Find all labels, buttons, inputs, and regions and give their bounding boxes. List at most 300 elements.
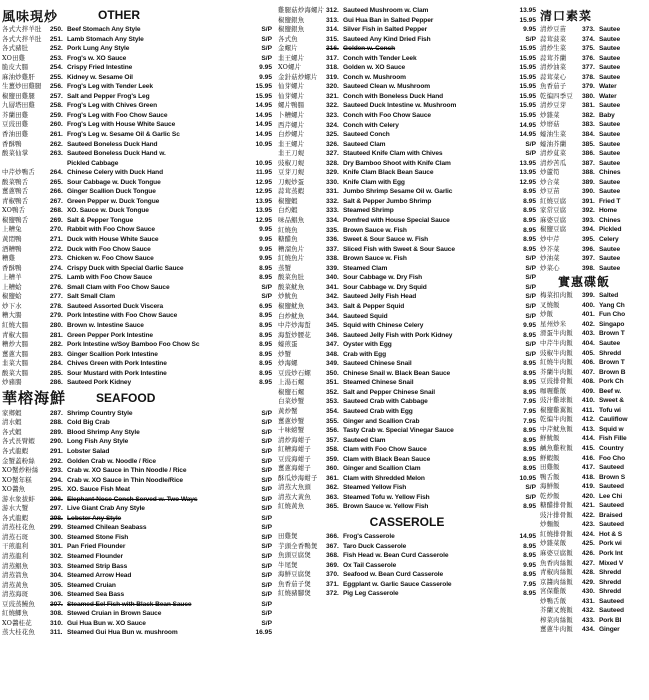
item-name-en: Salt Small Clam	[67, 293, 115, 301]
item-name-en: Pickled Cabbage	[67, 159, 119, 167]
menu-item	[2, 359, 272, 369]
menu-item	[540, 559, 649, 569]
item-name-en: Sauteed	[599, 502, 624, 510]
item-number: 359.	[326, 455, 339, 463]
menu-item	[278, 16, 536, 26]
item-name-en: Sautee	[599, 264, 621, 272]
menu-item	[278, 63, 536, 73]
item-name-en: Sauteed Clam	[343, 436, 386, 444]
item-name-zh: 鮮魷飯	[540, 434, 560, 443]
item-name-en: Sweet & Sour Sauce w. Fish	[343, 236, 429, 244]
menu-item	[540, 482, 649, 492]
menu-item	[540, 587, 649, 597]
item-number: 304.	[50, 572, 63, 580]
item-name-zh: 上糟蛤	[2, 282, 22, 291]
item-number: 271.	[50, 236, 63, 244]
menu-column-middle	[278, 6, 536, 599]
item-name-zh: 椒鹽石螺	[278, 387, 305, 396]
item-number: 354.	[326, 407, 339, 415]
item-name-en: Steamed Shrimp	[343, 207, 394, 215]
item-number: 280.	[50, 321, 63, 329]
item-name-zh: 炒飯	[540, 310, 554, 319]
item-price: S/P	[261, 457, 272, 465]
item-name-zh: 薑蔥大腸	[2, 349, 29, 358]
item-number: 251.	[50, 35, 63, 43]
item-number: 351.	[326, 379, 339, 387]
item-number: 316.	[326, 45, 339, 53]
item-name-en: Steamed Gui Hua Bun w. mushroom	[67, 629, 178, 637]
item-price: S/P	[525, 35, 536, 43]
item-number: 400.	[582, 301, 595, 309]
item-price: 9.95	[259, 255, 272, 263]
item-name-en: Shredd	[599, 569, 622, 577]
item-name-zh: 炒菜心	[540, 263, 560, 272]
item-number: 411.	[582, 406, 595, 414]
item-number: 252.	[50, 45, 63, 53]
item-name-zh: XO鴨舌	[2, 206, 26, 215]
item-name-en: Frog's Leg with Tender Leek	[67, 83, 153, 91]
menu-item	[278, 407, 536, 417]
item-number: 303.	[50, 562, 63, 570]
item-price: 6.95	[259, 302, 272, 310]
menu-item	[2, 140, 272, 150]
item-name-zh: 清蒸龍利	[2, 551, 29, 560]
item-name-zh: 刀蚬炒蛋	[278, 177, 305, 186]
menu-item	[278, 331, 536, 341]
item-name-zh: 糖醋魚	[278, 235, 298, 244]
item-name-zh: 香酥鴨	[2, 263, 22, 272]
item-name-zh: 清炒莧菜	[540, 149, 567, 158]
item-name-zh: 仙芽螺片	[278, 82, 305, 91]
item-price: S/P	[261, 572, 272, 580]
item-name-en: Duck with Foo Chow Sauce	[67, 245, 151, 253]
menu-item	[278, 264, 536, 274]
item-name-zh: 豆豉田雞	[2, 120, 29, 129]
item-number: 290.	[50, 438, 63, 446]
menu-item	[278, 6, 536, 16]
item-name-zh: 紅燒魚	[278, 225, 298, 234]
menu-item	[278, 369, 536, 379]
item-name-en: Chines	[599, 169, 621, 177]
item-name-en: Pork Lung Any Style	[67, 45, 130, 53]
item-name-zh: 紅燒鯽魚	[2, 609, 29, 618]
item-price: 9.95	[523, 561, 536, 569]
item-name-en: Ox Tail Casserole	[343, 561, 397, 569]
item-name-en: Water	[599, 83, 617, 91]
item-name-en: Green Pepper Pork Intestine	[67, 331, 153, 339]
item-price: 8.95	[523, 427, 536, 435]
menu-item	[540, 492, 649, 502]
item-name-zh: 青椒肉絲飯	[540, 568, 573, 577]
item-number: 343.	[326, 302, 339, 310]
item-name-zh: 牛尾煲	[278, 560, 298, 569]
item-name-en: Steamed Yellow Fish	[343, 484, 407, 492]
menu-item	[278, 350, 536, 360]
item-name-en: Steamed Chilean Seabass	[67, 524, 147, 532]
item-price: 13.95	[255, 207, 272, 215]
item-number: 416.	[582, 454, 595, 462]
item-name-en: Sauteed Clean w. Mushroom	[343, 83, 431, 91]
section-title-zh: 實惠碟飯	[558, 275, 611, 290]
item-number: 390.	[582, 188, 595, 196]
item-price: 9.95	[259, 245, 272, 253]
menu-item	[278, 35, 536, 45]
item-name-en: Live Giant Crab Any Style	[67, 505, 145, 513]
item-number: 268.	[50, 207, 63, 215]
item-price: 8.95	[259, 321, 272, 329]
item-number: 314.	[326, 26, 339, 34]
menu-item	[278, 226, 536, 236]
menu-item	[540, 245, 649, 255]
item-name-zh: 各式龍蝦	[2, 513, 29, 522]
item-name-zh: 金螺片	[278, 44, 298, 53]
item-number: 287.	[50, 409, 63, 417]
menu-item	[2, 273, 272, 283]
item-name-zh: 田雞飯	[540, 463, 560, 472]
item-price: 13.95	[519, 169, 536, 177]
item-number: 257.	[50, 92, 63, 100]
item-price: 8.95	[259, 350, 272, 358]
item-name-zh: 梅菜扣肉飯	[540, 291, 573, 300]
item-name-zh: 紅糟海蚶子	[278, 445, 311, 454]
item-name-en: Squid w	[599, 425, 624, 433]
menu-list-middle	[278, 6, 536, 512]
item-name-en: Sauteed	[599, 597, 624, 605]
item-price: 13.95	[519, 159, 536, 167]
item-price: 15.95	[519, 54, 536, 62]
menu-item	[540, 25, 649, 35]
item-number: 270.	[50, 226, 63, 234]
menu-item	[540, 235, 649, 245]
menu-item	[278, 551, 536, 561]
item-number: 255.	[50, 73, 63, 81]
menu-item	[278, 417, 536, 427]
item-price: S/P	[261, 619, 272, 627]
item-name-zh: 海鮮豆腐煲	[278, 570, 311, 579]
item-name-zh: 青椒鴨舌	[2, 196, 29, 205]
menu-item	[2, 63, 272, 73]
item-name-zh: 紅燒大腸	[2, 320, 29, 329]
item-name-en: Brown Sauce w. Fish	[343, 226, 407, 234]
item-name-en: Frog's Leg w. Sesame Oil & Garlic Sc	[67, 131, 180, 139]
item-number: 330.	[326, 178, 339, 186]
item-name-en: Sauteed Jelly Fish Head	[343, 293, 417, 301]
item-price: S/P	[261, 533, 272, 541]
item-name-zh: 糟雞	[2, 254, 16, 263]
item-name-zh: 韭王螺片	[278, 139, 305, 148]
menu-item	[278, 321, 536, 331]
item-name-zh: 蠔油芥蘭	[540, 139, 567, 148]
item-price: 15.95	[519, 16, 536, 24]
menu-item	[2, 581, 272, 591]
item-price: S/P	[261, 514, 272, 522]
menu-item	[278, 483, 536, 493]
item-price: 8.95	[523, 197, 536, 205]
item-price: 15.95	[519, 102, 536, 110]
menu-item	[2, 149, 272, 159]
item-name-en: Conch w. Mushroom	[343, 73, 406, 81]
item-name-en: Sauteed Chinese Snail	[343, 360, 412, 368]
item-name-zh: 清蒸箭魚	[2, 571, 29, 580]
menu-item	[278, 445, 536, 455]
item-name-en: Blood Shrimp Any Style	[67, 428, 140, 436]
menu-item	[540, 387, 649, 397]
item-number: 322.	[326, 102, 339, 110]
item-number: 346.	[326, 331, 339, 339]
item-number: 279.	[50, 312, 63, 320]
menu-item	[2, 311, 272, 321]
item-number: 418.	[582, 473, 595, 481]
menu-item	[2, 130, 272, 140]
item-number: 310.	[50, 619, 63, 627]
menu-item	[540, 625, 649, 635]
menu-item	[278, 245, 536, 255]
item-number: 403.	[582, 330, 595, 338]
item-name-zh: 卜糟螺片	[278, 111, 305, 120]
menu-item	[540, 549, 649, 559]
menu-item	[278, 54, 536, 64]
item-number: 338.	[326, 255, 339, 263]
item-number: 379.	[582, 83, 595, 91]
item-price: 12.95	[519, 178, 536, 186]
item-name-zh: 星州炒米	[540, 319, 567, 328]
item-number: 388.	[582, 169, 595, 177]
item-name-en: Green Pepper w. Duck Tongue	[67, 197, 160, 205]
item-name-en: Chines	[599, 216, 621, 224]
item-number: 361.	[326, 474, 339, 482]
item-name-en: Dry Bamboo Shoot with Knife Clam	[343, 159, 451, 167]
menu-item	[2, 54, 272, 64]
menu-item	[540, 358, 649, 368]
item-price: S/P	[525, 274, 536, 282]
item-price: 15.95	[255, 83, 272, 91]
item-name-en: Steamed Sea Bass	[67, 591, 125, 599]
menu-item	[540, 368, 649, 378]
item-name-zh: 清蒸大黃魚	[278, 492, 311, 501]
item-number: 412.	[582, 416, 595, 424]
menu-item	[2, 111, 272, 121]
menu-item	[278, 388, 536, 398]
menu-item	[540, 197, 649, 207]
item-name-en: Celery	[599, 236, 619, 244]
item-name-zh: 豆豉排骨飯	[540, 377, 573, 386]
item-number: 352.	[326, 388, 339, 396]
item-name-zh: 清水蝦	[2, 418, 22, 427]
item-name-en: XO. Sauce Fish Meat	[67, 486, 130, 494]
item-number: 327.	[326, 150, 339, 158]
item-number: 292.	[50, 457, 63, 465]
menu-column-right	[540, 6, 649, 635]
item-name-zh: 豉汁排骨飯	[540, 510, 573, 519]
item-name-en: Fried T	[599, 197, 621, 205]
item-price: 11.95	[255, 169, 272, 177]
item-name-en: Kidney w. Sesame Oil	[67, 73, 133, 81]
item-name-zh: 薑蔥海蚶子	[278, 464, 311, 473]
item-name-zh: 干煎龍利	[2, 542, 29, 551]
item-name-en: Sour Cabbage w. Dry Fish	[343, 274, 423, 282]
item-price: 13.95	[519, 7, 536, 14]
item-name-en: Brown Sauce w. Fish	[343, 255, 407, 263]
item-name-zh: 家常豆腐	[540, 206, 567, 215]
item-price: 13.95	[255, 197, 272, 205]
item-name-en: Sautee	[599, 121, 621, 129]
item-number: 283.	[50, 350, 63, 358]
item-name-zh: 各式蝦	[2, 427, 22, 436]
menu-item	[278, 570, 536, 580]
item-name-zh: 各式長臂蝦	[2, 437, 35, 446]
menu-item	[278, 397, 536, 407]
item-price: S/P	[261, 467, 272, 475]
menu-item	[2, 552, 272, 562]
section-title-en: CASSEROLE	[369, 514, 445, 529]
item-name-en: Jumbo Shrimp Sesame Oil w. Garlic	[343, 188, 453, 196]
menu-item	[540, 291, 649, 301]
menu-item	[540, 396, 649, 406]
menu-list-rice	[540, 291, 649, 635]
item-name-en: Ginger and Scallion Crab	[343, 417, 420, 425]
section-title-zh: 清口素菜	[540, 8, 593, 23]
item-name-zh: 蠔油生菜	[540, 130, 567, 139]
item-name-en: Conch with Foo Chow Sauce	[343, 112, 431, 120]
item-price: 8.95	[523, 552, 536, 560]
section-header-seafood	[2, 389, 272, 407]
item-price: 9.95	[259, 236, 272, 244]
item-price: S/P	[261, 45, 272, 53]
item-name-en: Sauteed Duck Intestine w. Mushroom	[343, 102, 457, 110]
menu-item	[2, 609, 272, 619]
menu-item	[278, 168, 536, 178]
item-name-en: Sautee	[599, 150, 621, 158]
menu-item	[278, 474, 536, 484]
item-name-en: Sauteed Assorted Duck Viscera	[67, 302, 164, 310]
menu-item	[2, 283, 272, 293]
item-name-en: Sautee	[599, 64, 621, 72]
menu-item	[278, 159, 536, 169]
item-price: S/P	[261, 591, 272, 599]
item-number: 420.	[582, 492, 595, 500]
item-number: 267.	[50, 197, 63, 205]
item-name-en: Sauteed Squid	[343, 312, 388, 320]
item-price: 8.95	[523, 465, 536, 473]
item-number: 422.	[582, 511, 595, 519]
item-name-zh: 酸菜魷魚	[278, 282, 305, 291]
item-name-en: Sauteed Pork Kidney	[67, 379, 132, 387]
item-name-zh: 紅燒牛肉飯	[540, 358, 573, 367]
item-price: 8.95	[259, 274, 272, 282]
item-name-en: Shredd	[599, 588, 622, 596]
item-name-en: Salt & Pepper Tongue	[67, 216, 134, 224]
menu-item	[2, 197, 272, 207]
item-name-en: Squid with Chinese Celery	[343, 322, 424, 330]
menu-item	[278, 436, 536, 446]
item-number: 291.	[50, 447, 63, 455]
item-price: 7.95	[523, 407, 536, 415]
item-number: 409.	[582, 387, 595, 395]
item-number: 297.	[50, 505, 63, 513]
item-number: 339.	[326, 264, 339, 272]
item-number: 300.	[50, 533, 63, 541]
menu-item	[2, 44, 272, 54]
menu-item	[278, 235, 536, 245]
item-price: S/P	[261, 54, 272, 62]
item-number: 294.	[50, 476, 63, 484]
menu-item	[540, 44, 649, 54]
item-name-en: Gui Hua Bun w. XO Sauce	[67, 619, 146, 627]
item-price: S/P	[261, 283, 272, 291]
item-name-zh: 椒鹽銀魚	[278, 15, 305, 24]
menu-item	[540, 149, 649, 159]
menu-item	[278, 178, 536, 188]
item-name-zh: 海蜇炒腰花	[278, 330, 311, 339]
item-price: 8.95	[523, 436, 536, 444]
menu-item	[540, 140, 649, 150]
item-price: S/P	[261, 505, 272, 513]
item-number: 326.	[326, 140, 339, 148]
item-name-zh: 雞腿菇炒海螺片	[278, 6, 325, 14]
item-name-zh: 豉椒刀蚬	[278, 158, 305, 167]
item-price: 14.95	[255, 121, 272, 129]
section-header-casserole	[278, 514, 536, 530]
item-name-zh: 炒麵飯	[540, 520, 560, 529]
item-price: S/P	[261, 428, 272, 436]
item-price: S/P	[261, 419, 272, 427]
item-price: 8.95	[523, 542, 536, 550]
item-name-zh: 酸菜大腸	[2, 368, 29, 377]
item-name-en: Pan Fried Flounder	[67, 543, 126, 551]
menu-item	[540, 73, 649, 83]
item-name-zh: 炒合菜	[540, 177, 560, 186]
item-number: 378.	[582, 73, 595, 81]
item-name-en: Sautee	[599, 245, 621, 253]
item-name-zh: 清蒸大魚頭	[278, 483, 311, 492]
item-name-zh: 椒鹽鴨舌	[2, 215, 29, 224]
item-name-zh: 炒油菜	[540, 254, 560, 263]
item-number: 421.	[582, 502, 595, 510]
menu-item	[2, 369, 272, 379]
menu-item	[540, 216, 649, 226]
menu-item	[540, 225, 649, 235]
item-name-zh: 白炒螺片	[278, 130, 305, 139]
item-name-en: Tasty Crab w. Special Vinegar Sauce	[343, 427, 454, 435]
item-name-en: Frog's Casserole	[343, 532, 395, 540]
item-number: 375.	[582, 45, 595, 53]
item-name-en: Sour Cabbage w. Dry Squid	[343, 283, 427, 291]
item-number: 433.	[582, 616, 595, 624]
item-name-en: Pomfred with House Special Sauce	[343, 217, 450, 225]
item-price: 8.95	[523, 360, 536, 368]
item-name-zh: 韭菜大腸	[2, 359, 29, 368]
item-number: 360.	[326, 465, 339, 473]
item-price: 8.95	[523, 207, 536, 215]
item-number: 277.	[50, 293, 63, 301]
item-name-en: Small Clam with Foo Chow Sauce	[67, 283, 170, 291]
item-name-zh: 乾炒飯	[540, 491, 560, 500]
item-name-en: Golden w. Conch	[343, 45, 396, 53]
item-name-zh: 韭王刀蚬	[278, 149, 305, 158]
item-name-en: Knife Clam Black Bean Sauce	[343, 169, 434, 177]
item-number: 414.	[582, 435, 595, 443]
item-name-en: Mixed V	[599, 559, 624, 567]
menu-item	[540, 82, 649, 92]
item-name-en: Sauteed Boneless Duck Hand w.	[67, 150, 166, 158]
item-name-zh: 紅燒豬腳煲	[278, 589, 311, 598]
item-name-en: Brown B	[599, 368, 626, 376]
item-name-en: Brown T	[599, 330, 625, 338]
item-price: S/P	[525, 283, 536, 291]
item-price: 8.95	[259, 312, 272, 320]
item-number: 336.	[326, 236, 339, 244]
menu-item	[540, 310, 649, 320]
